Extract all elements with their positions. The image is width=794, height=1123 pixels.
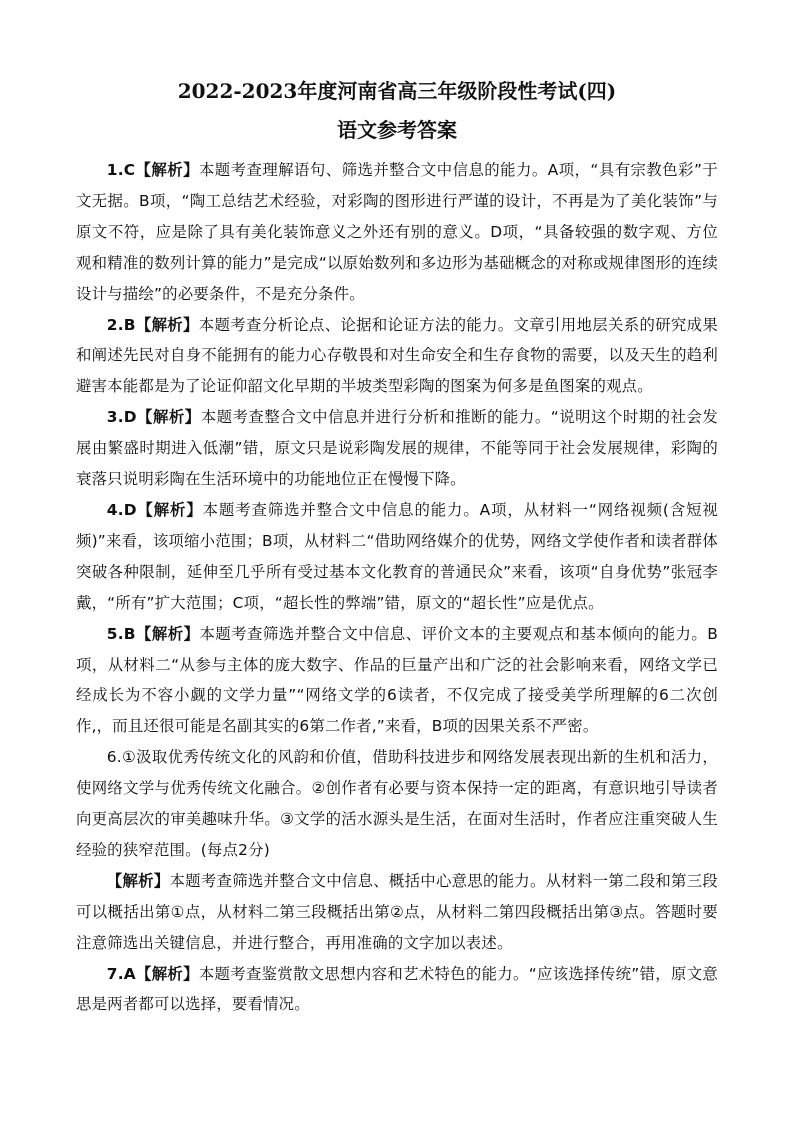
answer-list: [76, 155, 718, 1020]
answer-2-label: 2.B【解析】: [106, 315, 199, 334]
answer-4-text: 本题考查筛选并整合文中信息的能力。A项，从材料一“网络视频(含短视频)”来看，该项缩小范围；B项，从材料二“借助网络媒介的优势，网络文学使作者和读者群体突破各种限制，延伸至几乎所有受过基本文化教育的普通民众”来看，该项“自身优势”张冠李戴，“所有”扩大范围；C项，“超长性的弊端”错，原文的“超长性”应是优点。: [76, 500, 719, 612]
answer-5-label: 5.B【解析】: [106, 624, 200, 643]
answer-3-text: 本题考查整合文中信息并进行分析和推断的能力。“说明这个时期的社会发展由繁盛时期进入低潮”错，原文只是说彩陶发展的规律，不能等同于社会发展规律，彩陶的衰落只说明彩陶在生活环境中的功能地位正在慢慢下降。: [76, 408, 719, 489]
answer-5-text: 本题考查筛选并整合文中信息、评价文本的主要观点和基本倾向的能力。B项，从材料二“从参与主体的庞大数字、作品的巨量产出和广泛的社会影响来看，网络文学已经成长为不容小觑的文学力量”“网络文学的6读者，不仅完成了接受美学所理解的6二次创作,，而且还很可能是名副其实的6第二作者,”来看，B项的因果关系不严密。: [76, 624, 718, 736]
answer-3-label: 3.D【解析】: [106, 408, 201, 427]
answer-2: [76, 310, 718, 403]
answer-6: [76, 742, 718, 866]
answer-1: [76, 155, 718, 310]
answer-7: [76, 959, 718, 1021]
answer-6-analysis: [76, 866, 718, 959]
answer-4-label: 4.D【解析】: [106, 500, 203, 519]
answer-2-text: 本题考查分析论点、论据和论证方法的能力。文章引用地层关系的研究成果和阐述先民对自身不能拥有的能力心存敬畏和对生命安全和生存食物的需要，以及天生的趋利避害本能都是为了论证仰韶文化早期的半坡类型彩陶的图案为何多是鱼图案的观点。: [76, 315, 719, 396]
answer-6-analysis-text: 本题考查筛选并整合文中信息、概括中心意思的能力。从材料一第二段和第三段可以概括出第①点，从材料二第三段概括出第②点，从材料二第四段概括出第③点。答题时要注意筛选出关键信息，并进行整合，再用准确的文字加以表述。: [76, 871, 718, 952]
page-subtitle: 语文参考答案: [337, 118, 457, 142]
answer-7-label: 7.A【解析】: [106, 964, 199, 983]
answer-1-label: 1.C【解析】: [106, 161, 199, 179]
answer-6-analysis-label: 【解析】: [106, 871, 170, 890]
answer-6-text: 6.①汲取优秀传统文化的风韵和价值，借助科技进步和网络发展表现出新的生机和活力，使网络文学与优秀传统文化融合。②创作者有必要与资本保持一定的距离，有意识地引导读者向更高层次的审美趣味升华。③文学的活水源头是生活，在面对生活时，作者应注重突破人生经验的狭窄范围。(每点2分): [76, 748, 718, 859]
answer-7-text: 本题考查鉴赏散文思想内容和艺术特色的能力。“应该选择传统”错，原文意思是两者都可以选择，要看情况。: [76, 964, 718, 1014]
answer-5: [76, 619, 718, 743]
answer-3: [76, 402, 718, 495]
answer-4: [76, 495, 718, 619]
page-title: 2022-2023年度河南省高三年级阶段性考试(四): [177, 79, 617, 103]
answer-1-text: 本题考查理解语句、筛选并整合文中信息的能力。A项，“具有宗教色彩”于文无据。B项，“陶工总结艺术经验，对彩陶的图形进行严谨的设计，不再是为了美化装饰”与原文不符，应是除了具有美化装饰意义之外还有别的意义。D项，“具备较强的数字观、方位观和精准的数列计算的能力”是完成“以原始数列和多边形为基础概念的对称或规律图形的连续设计与描绘”的必要条件，不是充分条件。: [76, 161, 718, 303]
